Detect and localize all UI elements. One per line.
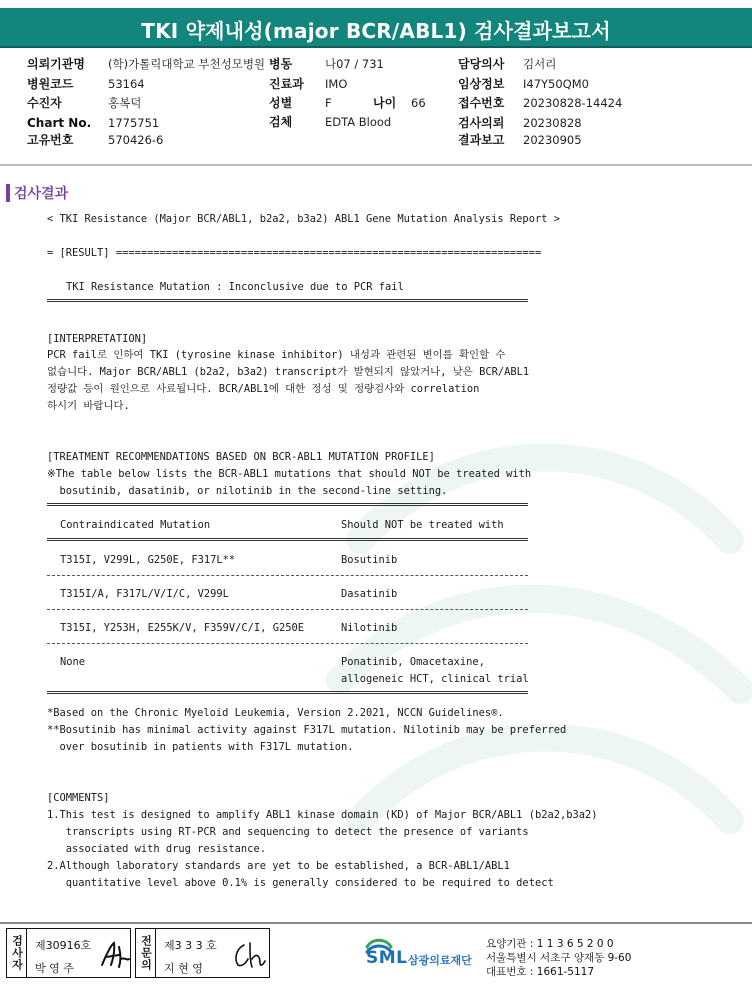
- footnote-line: over bosutinib in patients with F317L mutation.: [47, 741, 354, 753]
- interpretation-line: 하시기 바랍니다.: [47, 400, 130, 412]
- table-top-rule: [47, 503, 528, 506]
- table-row-drug: Nilotinib: [341, 622, 398, 634]
- header-divider: [0, 164, 752, 166]
- table-row-mutation: T315I, Y253H, E255K/V, F359V/C/I, G250E: [60, 622, 304, 634]
- tester-signature-mark: [99, 939, 131, 971]
- institution-name: 삼광의료재단: [408, 954, 472, 967]
- info-value-hospital-code: 53164: [108, 77, 145, 91]
- footnote-line: **Bosutinib has minimal activity against F317L mutation. Nilotinib may be preferred: [47, 724, 567, 736]
- info-label-requesting-institution: 의뢰기관명: [27, 57, 85, 71]
- treatment-heading: [TREATMENT RECOMMENDATIONS BASED ON BCR-ABL1 MUTATION PROFILE]: [47, 451, 435, 463]
- interpretation-line: 없습니다. Major BCR/ABL1 (b2a2, b3a2) transcript가 발현되지 않았거나, 낮은 BCR/ABL1: [47, 366, 530, 378]
- info-label-ward: 병동: [269, 57, 293, 71]
- report-subtitle: < TKI Resistance (Major BCR/ABL1, b2a2, b3a2) ABL1 Gene Mutation Analysis Report >: [47, 213, 560, 225]
- info-value-clinical-info: I47Y50QM0: [523, 77, 589, 91]
- treatment-note-line: ※The table below lists the BCR-ABL1 mutations that should NOT be treated with: [47, 468, 532, 480]
- tester-license: 제30916호: [35, 939, 92, 952]
- comment-line: transcripts using RT-PCR and sequencing to detect the presence of variants: [47, 826, 529, 838]
- footer-divider: [0, 922, 752, 924]
- specialist-license: 제3 3 3 호: [164, 939, 217, 952]
- interpretation-line: PCR fail로 인하여 TKI (tyrosine kinase inhibitor) 내성과 관련된 변이를 확인할 수: [47, 349, 506, 361]
- info-label-request-date: 검사의뢰: [458, 116, 505, 130]
- specialist-signature-box: [135, 928, 270, 978]
- section-heading-bar: [6, 184, 10, 202]
- sml-logo: [364, 935, 484, 975]
- tester-label-text: 검사자: [10, 935, 24, 971]
- comment-line: associated with drug resistance.: [47, 843, 266, 855]
- info-value-requesting-institution: (학)가톨릭대학교 부천성모병원: [108, 57, 266, 71]
- info-label-clinical-info: 임상정보: [458, 77, 505, 91]
- institution-code: 요양기관 : 1 1 3 6 5 2 0 0: [486, 938, 614, 950]
- table-row-drug: Bosutinib: [341, 554, 398, 566]
- info-value-attending-doctor: 김서리: [523, 57, 557, 71]
- table-header-mutation: Contraindicated Mutation: [60, 519, 211, 531]
- interpretation-line: 정량값 등이 원인으로 사료됩니다. BCR/ABL1에 대한 정성 및 정량검사와 correlation: [47, 383, 480, 395]
- info-value-department: IMO: [325, 77, 348, 91]
- table-row-rule: [47, 643, 528, 644]
- info-value-accession-no: 20230828-14424: [523, 96, 623, 110]
- info-value-ward: 나07 / 731: [325, 57, 384, 71]
- info-label-attending-doctor: 담당의사: [458, 57, 505, 71]
- info-value-request-date: 20230828: [523, 116, 582, 130]
- info-label-department: 진료과: [269, 77, 304, 91]
- info-label-accession-no: 접수번호: [458, 96, 505, 110]
- table-row-drug-continued: allogeneic HCT, clinical trial: [341, 673, 529, 685]
- info-label-report-date: 결과보고: [458, 133, 505, 147]
- comment-line: 2.Although laboratory standards are yet to be established, a BCR-ABL1/ABL1: [47, 860, 510, 872]
- result-line: TKI Resistance Mutation : Inconclusive due to PCR fail: [66, 281, 404, 293]
- info-value-unique-id: 570426-6: [108, 133, 164, 147]
- comment-line: quantitative level above 0.1% is generally considered to be required to detect: [47, 877, 554, 889]
- report-title-bar: [0, 8, 752, 48]
- sml-logo-text: SML: [366, 948, 408, 968]
- institution-phone: 대표번호 : 1661-5117: [486, 966, 595, 978]
- info-value-age: 66: [411, 96, 426, 110]
- table-bottom-rule: [47, 691, 528, 694]
- info-label-age: 나이: [373, 96, 397, 110]
- result-heading: = [RESULT] ====================================================================: [47, 247, 542, 259]
- footnote-line: *Based on the Chronic Myeloid Leukemia, Version 2.2021, NCCN Guidelines®.: [47, 707, 504, 719]
- table-row-rule: [47, 609, 528, 610]
- table-row-mutation: T315I/A, F317L/V/I/C, V299L: [60, 588, 229, 600]
- info-label-unique-id: 고유번호: [27, 133, 74, 147]
- table-row-mutation: None: [60, 656, 86, 668]
- section-heading-text: 검사결과: [14, 186, 69, 202]
- info-label-patient: 수진자: [27, 96, 62, 110]
- result-rule: [47, 299, 528, 302]
- treatment-note-line: bosutinib, dasatinib, or nilotinib in the second-line setting.: [47, 485, 448, 497]
- table-row-mutation: T315I, V299L, G250E, F317L**: [60, 554, 236, 566]
- tester-label: [7, 929, 27, 977]
- comment-line: 1.This test is designed to amplify ABL1 kinase domain (KD) of Major BCR/ABL1 (b2a2,b3a2): [47, 809, 598, 821]
- info-value-patient: 홍복덕: [108, 96, 142, 110]
- report-title: TKI 약제내성(major BCR/ABL1) 검사결과보고서: [141, 19, 611, 43]
- table-row-rule: [47, 575, 528, 576]
- comments-heading: [COMMENTS]: [47, 792, 110, 804]
- info-value-report-date: 20230905: [523, 133, 582, 147]
- info-label-hospital-code: 병원코드: [27, 77, 74, 91]
- institution-address: 서울특별시 서초구 양재동 9-60: [486, 952, 632, 964]
- info-value-chart-no: 1775751: [108, 116, 160, 130]
- specialist-label: [136, 929, 156, 977]
- info-label-chart-no: Chart No.: [27, 116, 92, 130]
- table-header-rule: [47, 538, 528, 541]
- specialist-signature-mark: [230, 939, 266, 971]
- section-heading-results: [6, 184, 68, 202]
- specialist-name: 지 현 영: [164, 962, 203, 975]
- table-row-drug: Ponatinib, Omacetaxine,: [341, 656, 485, 668]
- info-label-sex: 성별: [269, 96, 293, 110]
- tester-name: 박 영 주: [35, 962, 74, 975]
- interpretation-heading: [INTERPRETATION]: [47, 333, 148, 345]
- info-value-sex: F: [325, 96, 332, 110]
- specialist-label-text: 전문의: [139, 935, 153, 971]
- table-row-drug: Dasatinib: [341, 588, 398, 600]
- table-header-drug: Should NOT be treated with: [341, 519, 504, 531]
- info-value-specimen: EDTA Blood: [325, 115, 392, 129]
- tester-signature-box: [6, 928, 131, 978]
- info-label-specimen: 검체: [269, 115, 293, 129]
